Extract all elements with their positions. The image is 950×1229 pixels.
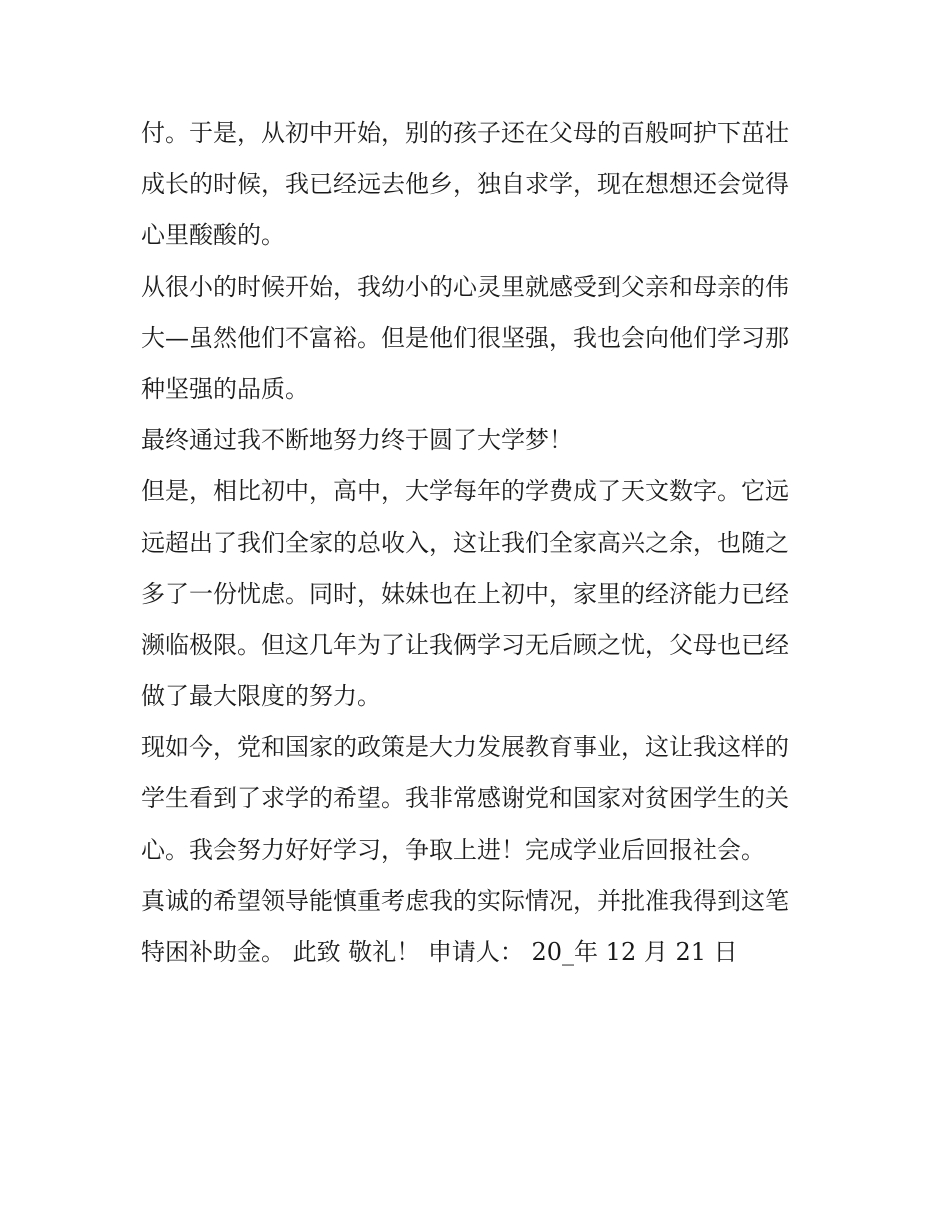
text-line: 成长的时候，我已经远去他乡，独自求学，现在想想还会觉得 [141, 170, 789, 199]
text-line: 从很小的时候开始，我幼小的心灵里就感受到父亲和母亲的伟 [141, 272, 789, 301]
text-line: 付。于是，从初中开始，别的孩子还在父母的百般呵护下茁壮 [141, 119, 789, 147]
text-line: 学生看到了求学的希望。我非常感谢党和国家对贫困学生的关 [141, 784, 789, 813]
text-line: 种坚强的品质。 [141, 374, 309, 403]
text-line: 心里酸酸的。 [141, 221, 285, 250]
text-line: 多了一份忧虑。同时，妹妹也在上初中，家里的经济能力已经 [141, 579, 789, 608]
text-line: 濒临极限。但这几年为了让我俩学习无后顾之忧，父母也已经 [141, 630, 789, 659]
text-line: 心。我会努力好好学习，争取上进！完成学业后回报社会。 [141, 835, 765, 864]
text-line: 做了最大限度的努力。 [141, 682, 381, 711]
text-line: 最终通过我不断地努力终于圆了大学梦！ [141, 426, 573, 455]
text-line: 真诚的希望领导能慎重考虑我的实际情况，并批准我得到这笔 [141, 886, 789, 915]
signature-line: 特困补助金。 此致 敬礼！ 申请人： 20_年 12 月 21 日 [141, 938, 738, 966]
text-line: 大—虽然他们不富裕。但是他们很坚强，我也会向他们学习那 [141, 323, 789, 352]
text-line: 但是，相比初中，高中，大学每年的学费成了天文数字。它远 [141, 477, 789, 506]
document-body [141, 108, 813, 978]
text-line: 现如今，党和国家的政策是大力发展教育事业，这让我这样的 [141, 733, 789, 762]
text-line: 远超出了我们全家的总收入，这让我们全家高兴之余，也随之 [141, 528, 789, 557]
